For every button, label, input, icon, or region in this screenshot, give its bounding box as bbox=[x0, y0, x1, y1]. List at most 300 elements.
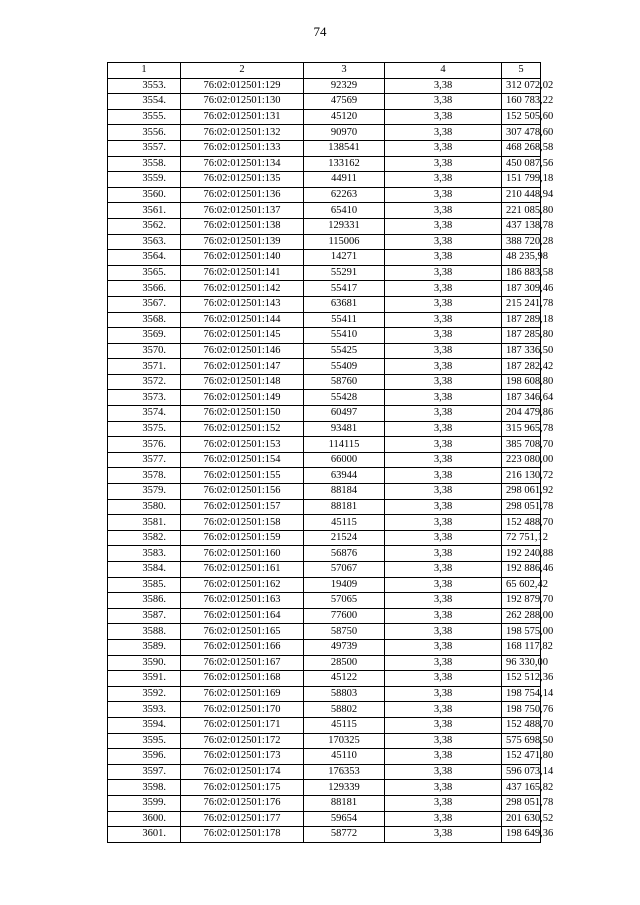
table-row bbox=[108, 717, 541, 733]
column-header-4: 4 bbox=[385, 63, 502, 79]
amount-value: 152 488,70 bbox=[502, 717, 541, 733]
row-number: 3580. bbox=[108, 499, 181, 515]
rate-value: 3,38 bbox=[385, 608, 502, 624]
table-row bbox=[108, 702, 541, 718]
row-number: 3559. bbox=[108, 172, 181, 188]
cadastral-number: 76:02:012501:139 bbox=[181, 234, 304, 250]
table-row bbox=[108, 468, 541, 484]
rate-value: 3,38 bbox=[385, 764, 502, 780]
table-row bbox=[108, 234, 541, 250]
rate-value: 3,38 bbox=[385, 655, 502, 671]
amount-value: 187 336,50 bbox=[502, 343, 541, 359]
cadastral-number: 76:02:012501:144 bbox=[181, 312, 304, 328]
amount-value: 385 708,70 bbox=[502, 437, 541, 453]
table-row bbox=[108, 374, 541, 390]
cadastral-number: 76:02:012501:133 bbox=[181, 140, 304, 156]
area-value: 45122 bbox=[304, 671, 385, 687]
area-value: 77600 bbox=[304, 608, 385, 624]
table-row bbox=[108, 827, 541, 843]
table-row bbox=[108, 109, 541, 125]
row-number: 3560. bbox=[108, 187, 181, 203]
table-row bbox=[108, 187, 541, 203]
row-number: 3599. bbox=[108, 795, 181, 811]
amount-value: 168 117,82 bbox=[502, 639, 541, 655]
amount-value: 198 575,00 bbox=[502, 624, 541, 640]
area-value: 88181 bbox=[304, 795, 385, 811]
area-value: 92329 bbox=[304, 78, 385, 94]
cadastral-number: 76:02:012501:163 bbox=[181, 593, 304, 609]
table-row bbox=[108, 484, 541, 500]
rate-value: 3,38 bbox=[385, 140, 502, 156]
amount-value: 437 165,82 bbox=[502, 780, 541, 796]
table-row bbox=[108, 499, 541, 515]
row-number: 3567. bbox=[108, 296, 181, 312]
rate-value: 3,38 bbox=[385, 343, 502, 359]
table-row bbox=[108, 94, 541, 110]
cadastral-number: 76:02:012501:140 bbox=[181, 250, 304, 266]
cadastral-number: 76:02:012501:154 bbox=[181, 452, 304, 468]
cadastral-number: 76:02:012501:159 bbox=[181, 530, 304, 546]
cadastral-number: 76:02:012501:142 bbox=[181, 281, 304, 297]
cadastral-number: 76:02:012501:148 bbox=[181, 374, 304, 390]
rate-value: 3,38 bbox=[385, 328, 502, 344]
row-number: 3593. bbox=[108, 702, 181, 718]
cadastral-number: 76:02:012501:171 bbox=[181, 717, 304, 733]
amount-value: 575 698,50 bbox=[502, 733, 541, 749]
table-row bbox=[108, 452, 541, 468]
table-row bbox=[108, 764, 541, 780]
amount-value: 187 285,80 bbox=[502, 328, 541, 344]
table-row bbox=[108, 671, 541, 687]
rate-value: 3,38 bbox=[385, 671, 502, 687]
area-value: 55425 bbox=[304, 343, 385, 359]
row-number: 3588. bbox=[108, 624, 181, 640]
rate-value: 3,38 bbox=[385, 515, 502, 531]
area-value: 21524 bbox=[304, 530, 385, 546]
rate-value: 3,38 bbox=[385, 250, 502, 266]
row-number: 3569. bbox=[108, 328, 181, 344]
rate-value: 3,38 bbox=[385, 156, 502, 172]
cadastral-number: 76:02:012501:160 bbox=[181, 546, 304, 562]
cadastral-number: 76:02:012501:178 bbox=[181, 827, 304, 843]
cadastral-number: 76:02:012501:146 bbox=[181, 343, 304, 359]
area-value: 88181 bbox=[304, 499, 385, 515]
row-number: 3574. bbox=[108, 406, 181, 422]
amount-value: 151 799,18 bbox=[502, 172, 541, 188]
row-number: 3568. bbox=[108, 312, 181, 328]
amount-value: 186 883,58 bbox=[502, 265, 541, 281]
amount-value: 298 061,92 bbox=[502, 484, 541, 500]
amount-value: 96 330,00 bbox=[502, 655, 541, 671]
cadastral-number: 76:02:012501:177 bbox=[181, 811, 304, 827]
amount-value: 187 289,18 bbox=[502, 312, 541, 328]
rate-value: 3,38 bbox=[385, 374, 502, 390]
row-number: 3579. bbox=[108, 484, 181, 500]
cadastral-number: 76:02:012501:168 bbox=[181, 671, 304, 687]
amount-value: 315 965,78 bbox=[502, 421, 541, 437]
area-value: 55291 bbox=[304, 265, 385, 281]
area-value: 58803 bbox=[304, 686, 385, 702]
amount-value: 201 630,52 bbox=[502, 811, 541, 827]
cadastral-number: 76:02:012501:167 bbox=[181, 655, 304, 671]
amount-value: 160 783,22 bbox=[502, 94, 541, 110]
rate-value: 3,38 bbox=[385, 749, 502, 765]
amount-value: 210 448,94 bbox=[502, 187, 541, 203]
cadastral-number: 76:02:012501:173 bbox=[181, 749, 304, 765]
cadastral-number: 76:02:012501:131 bbox=[181, 109, 304, 125]
rate-value: 3,38 bbox=[385, 172, 502, 188]
table-row bbox=[108, 140, 541, 156]
rate-value: 3,38 bbox=[385, 265, 502, 281]
row-number: 3575. bbox=[108, 421, 181, 437]
row-number: 3571. bbox=[108, 359, 181, 375]
rate-value: 3,38 bbox=[385, 639, 502, 655]
area-value: 14271 bbox=[304, 250, 385, 266]
cadastral-number: 76:02:012501:134 bbox=[181, 156, 304, 172]
rate-value: 3,38 bbox=[385, 702, 502, 718]
table-row bbox=[108, 437, 541, 453]
area-value: 133162 bbox=[304, 156, 385, 172]
cadastral-number: 76:02:012501:129 bbox=[181, 78, 304, 94]
table-row bbox=[108, 530, 541, 546]
table-row bbox=[108, 733, 541, 749]
row-number: 3576. bbox=[108, 437, 181, 453]
amount-value: 298 051,78 bbox=[502, 499, 541, 515]
row-number: 3570. bbox=[108, 343, 181, 359]
table-row bbox=[108, 593, 541, 609]
amount-value: 152 505,60 bbox=[502, 109, 541, 125]
amount-value: 388 720,28 bbox=[502, 234, 541, 250]
rate-value: 3,38 bbox=[385, 499, 502, 515]
cadastral-number: 76:02:012501:152 bbox=[181, 421, 304, 437]
cadastral-number: 76:02:012501:130 bbox=[181, 94, 304, 110]
rate-value: 3,38 bbox=[385, 437, 502, 453]
row-number: 3583. bbox=[108, 546, 181, 562]
amount-value: 221 085,80 bbox=[502, 203, 541, 219]
amount-value: 187 309,46 bbox=[502, 281, 541, 297]
table-row bbox=[108, 359, 541, 375]
amount-value: 152 488,70 bbox=[502, 515, 541, 531]
amount-value: 223 080,00 bbox=[502, 452, 541, 468]
row-number: 3565. bbox=[108, 265, 181, 281]
table-row bbox=[108, 312, 541, 328]
area-value: 90970 bbox=[304, 125, 385, 141]
rate-value: 3,38 bbox=[385, 780, 502, 796]
area-value: 55410 bbox=[304, 328, 385, 344]
rate-value: 3,38 bbox=[385, 795, 502, 811]
amount-value: 65 602,42 bbox=[502, 577, 541, 593]
amount-value: 48 235,98 bbox=[502, 250, 541, 266]
area-value: 55411 bbox=[304, 312, 385, 328]
row-number: 3564. bbox=[108, 250, 181, 266]
rate-value: 3,38 bbox=[385, 717, 502, 733]
cadastral-number: 76:02:012501:155 bbox=[181, 468, 304, 484]
amount-value: 204 479,86 bbox=[502, 406, 541, 422]
area-value: 62263 bbox=[304, 187, 385, 203]
rate-value: 3,38 bbox=[385, 109, 502, 125]
rate-value: 3,38 bbox=[385, 562, 502, 578]
area-value: 115006 bbox=[304, 234, 385, 250]
table-row bbox=[108, 686, 541, 702]
amount-value: 187 282,42 bbox=[502, 359, 541, 375]
table-row bbox=[108, 562, 541, 578]
table-row bbox=[108, 156, 541, 172]
cadastral-number: 76:02:012501:176 bbox=[181, 795, 304, 811]
area-value: 28500 bbox=[304, 655, 385, 671]
cadastral-number: 76:02:012501:166 bbox=[181, 639, 304, 655]
rate-value: 3,38 bbox=[385, 827, 502, 843]
row-number: 3601. bbox=[108, 827, 181, 843]
area-value: 19409 bbox=[304, 577, 385, 593]
row-number: 3596. bbox=[108, 749, 181, 765]
area-value: 59654 bbox=[304, 811, 385, 827]
area-value: 63944 bbox=[304, 468, 385, 484]
rate-value: 3,38 bbox=[385, 296, 502, 312]
rate-value: 3,38 bbox=[385, 452, 502, 468]
table-row bbox=[108, 125, 541, 141]
area-value: 49739 bbox=[304, 639, 385, 655]
amount-value: 298 051,78 bbox=[502, 795, 541, 811]
rate-value: 3,38 bbox=[385, 312, 502, 328]
column-header-5: 5 bbox=[502, 63, 541, 79]
amount-value: 192 886,46 bbox=[502, 562, 541, 578]
row-number: 3557. bbox=[108, 140, 181, 156]
amount-value: 187 346,64 bbox=[502, 390, 541, 406]
row-number: 3562. bbox=[108, 218, 181, 234]
row-number: 3590. bbox=[108, 655, 181, 671]
area-value: 88184 bbox=[304, 484, 385, 500]
amount-value: 198 608,80 bbox=[502, 374, 541, 390]
rate-value: 3,38 bbox=[385, 78, 502, 94]
header-row bbox=[108, 63, 541, 79]
area-value: 55409 bbox=[304, 359, 385, 375]
rate-value: 3,38 bbox=[385, 484, 502, 500]
area-value: 55428 bbox=[304, 390, 385, 406]
row-number: 3554. bbox=[108, 94, 181, 110]
area-value: 55417 bbox=[304, 281, 385, 297]
table-row bbox=[108, 203, 541, 219]
amount-value: 450 087,56 bbox=[502, 156, 541, 172]
row-number: 3566. bbox=[108, 281, 181, 297]
amount-value: 596 073,14 bbox=[502, 764, 541, 780]
row-number: 3600. bbox=[108, 811, 181, 827]
area-value: 66000 bbox=[304, 452, 385, 468]
area-value: 65410 bbox=[304, 203, 385, 219]
cadastral-number: 76:02:012501:150 bbox=[181, 406, 304, 422]
rate-value: 3,38 bbox=[385, 733, 502, 749]
amount-value: 192 879,70 bbox=[502, 593, 541, 609]
cadastral-number: 76:02:012501:143 bbox=[181, 296, 304, 312]
area-value: 58772 bbox=[304, 827, 385, 843]
row-number: 3585. bbox=[108, 577, 181, 593]
table-body bbox=[108, 78, 554, 842]
rate-value: 3,38 bbox=[385, 577, 502, 593]
rate-value: 3,38 bbox=[385, 218, 502, 234]
area-value: 60497 bbox=[304, 406, 385, 422]
rate-value: 3,38 bbox=[385, 811, 502, 827]
table-row bbox=[108, 78, 541, 94]
area-value: 57065 bbox=[304, 593, 385, 609]
row-number: 3563. bbox=[108, 234, 181, 250]
rate-value: 3,38 bbox=[385, 234, 502, 250]
area-value: 176353 bbox=[304, 764, 385, 780]
amount-value: 307 478,60 bbox=[502, 125, 541, 141]
amount-value: 192 240,88 bbox=[502, 546, 541, 562]
column-header-1: 1 bbox=[108, 63, 181, 79]
rate-value: 3,38 bbox=[385, 390, 502, 406]
area-value: 45110 bbox=[304, 749, 385, 765]
table-row bbox=[108, 281, 541, 297]
area-value: 114115 bbox=[304, 437, 385, 453]
cadastral-number: 76:02:012501:147 bbox=[181, 359, 304, 375]
area-value: 47569 bbox=[304, 94, 385, 110]
table-row bbox=[108, 421, 541, 437]
cadastral-number: 76:02:012501:172 bbox=[181, 733, 304, 749]
area-value: 170325 bbox=[304, 733, 385, 749]
row-number: 3584. bbox=[108, 562, 181, 578]
amount-value: 216 130,72 bbox=[502, 468, 541, 484]
table-row bbox=[108, 343, 541, 359]
rate-value: 3,38 bbox=[385, 94, 502, 110]
rate-value: 3,38 bbox=[385, 686, 502, 702]
table-row bbox=[108, 608, 541, 624]
row-number: 3578. bbox=[108, 468, 181, 484]
row-number: 3561. bbox=[108, 203, 181, 219]
rate-value: 3,38 bbox=[385, 421, 502, 437]
table-row bbox=[108, 328, 541, 344]
cadastral-number: 76:02:012501:156 bbox=[181, 484, 304, 500]
table-row bbox=[108, 515, 541, 531]
data-table bbox=[107, 62, 554, 843]
row-number: 3573. bbox=[108, 390, 181, 406]
table-row bbox=[108, 577, 541, 593]
row-number: 3598. bbox=[108, 780, 181, 796]
amount-value: 312 072,02 bbox=[502, 78, 541, 94]
row-number: 3595. bbox=[108, 733, 181, 749]
cadastral-number: 76:02:012501:170 bbox=[181, 702, 304, 718]
table-row bbox=[108, 546, 541, 562]
rate-value: 3,38 bbox=[385, 187, 502, 203]
row-number: 3558. bbox=[108, 156, 181, 172]
area-value: 56876 bbox=[304, 546, 385, 562]
table-row bbox=[108, 655, 541, 671]
area-value: 58750 bbox=[304, 624, 385, 640]
cadastral-number: 76:02:012501:137 bbox=[181, 203, 304, 219]
row-number: 3597. bbox=[108, 764, 181, 780]
amount-value: 215 241,78 bbox=[502, 296, 541, 312]
row-number: 3572. bbox=[108, 374, 181, 390]
row-number: 3556. bbox=[108, 125, 181, 141]
row-number: 3577. bbox=[108, 452, 181, 468]
cadastral-number: 76:02:012501:162 bbox=[181, 577, 304, 593]
table-row bbox=[108, 406, 541, 422]
amount-value: 72 751,12 bbox=[502, 530, 541, 546]
table-row bbox=[108, 250, 541, 266]
cadastral-number: 76:02:012501:132 bbox=[181, 125, 304, 141]
area-value: 45115 bbox=[304, 515, 385, 531]
cadastral-number: 76:02:012501:153 bbox=[181, 437, 304, 453]
amount-value: 152 471,80 bbox=[502, 749, 541, 765]
rate-value: 3,38 bbox=[385, 281, 502, 297]
row-number: 3591. bbox=[108, 671, 181, 687]
area-value: 93481 bbox=[304, 421, 385, 437]
row-number: 3589. bbox=[108, 639, 181, 655]
table-row bbox=[108, 624, 541, 640]
cadastral-number: 76:02:012501:174 bbox=[181, 764, 304, 780]
rate-value: 3,38 bbox=[385, 593, 502, 609]
area-value: 63681 bbox=[304, 296, 385, 312]
table-row bbox=[108, 390, 541, 406]
rate-value: 3,38 bbox=[385, 406, 502, 422]
row-number: 3581. bbox=[108, 515, 181, 531]
cadastral-number: 76:02:012501:165 bbox=[181, 624, 304, 640]
rate-value: 3,38 bbox=[385, 203, 502, 219]
area-value: 57067 bbox=[304, 562, 385, 578]
row-number: 3555. bbox=[108, 109, 181, 125]
cadastral-number: 76:02:012501:135 bbox=[181, 172, 304, 188]
column-header-2: 2 bbox=[181, 63, 304, 79]
cadastral-number: 76:02:012501:164 bbox=[181, 608, 304, 624]
cadastral-number: 76:02:012501:149 bbox=[181, 390, 304, 406]
rate-value: 3,38 bbox=[385, 546, 502, 562]
table-row bbox=[108, 795, 541, 811]
area-value: 58802 bbox=[304, 702, 385, 718]
cadastral-number: 76:02:012501:141 bbox=[181, 265, 304, 281]
table-row bbox=[108, 172, 541, 188]
table-row bbox=[108, 749, 541, 765]
rate-value: 3,38 bbox=[385, 359, 502, 375]
amount-value: 152 512,36 bbox=[502, 671, 541, 687]
cadastral-number: 76:02:012501:175 bbox=[181, 780, 304, 796]
table-row bbox=[108, 218, 541, 234]
row-number: 3594. bbox=[108, 717, 181, 733]
area-value: 129331 bbox=[304, 218, 385, 234]
row-number: 3587. bbox=[108, 608, 181, 624]
amount-value: 198 649,36 bbox=[502, 827, 541, 843]
amount-value: 437 138,78 bbox=[502, 218, 541, 234]
rate-value: 3,38 bbox=[385, 468, 502, 484]
cadastral-number: 76:02:012501:138 bbox=[181, 218, 304, 234]
cadastral-number: 76:02:012501:136 bbox=[181, 187, 304, 203]
rate-value: 3,38 bbox=[385, 530, 502, 546]
amount-value: 198 754,14 bbox=[502, 686, 541, 702]
cadastral-number: 76:02:012501:169 bbox=[181, 686, 304, 702]
amount-value: 198 750,76 bbox=[502, 702, 541, 718]
table-row bbox=[108, 296, 541, 312]
cadastral-number: 76:02:012501:145 bbox=[181, 328, 304, 344]
area-value: 138541 bbox=[304, 140, 385, 156]
cadastral-number: 76:02:012501:158 bbox=[181, 515, 304, 531]
amount-value: 468 268,58 bbox=[502, 140, 541, 156]
page-number: 74 bbox=[313, 24, 327, 39]
row-number: 3586. bbox=[108, 593, 181, 609]
rate-value: 3,38 bbox=[385, 125, 502, 141]
table-row bbox=[108, 811, 541, 827]
row-number: 3582. bbox=[108, 530, 181, 546]
row-number: 3553. bbox=[108, 78, 181, 94]
cadastral-number: 76:02:012501:157 bbox=[181, 499, 304, 515]
area-value: 45120 bbox=[304, 109, 385, 125]
cadastral-number: 76:02:012501:161 bbox=[181, 562, 304, 578]
table-row bbox=[108, 265, 541, 281]
table-row bbox=[108, 639, 541, 655]
area-value: 45115 bbox=[304, 717, 385, 733]
row-number: 3592. bbox=[108, 686, 181, 702]
area-value: 129339 bbox=[304, 780, 385, 796]
amount-value: 262 288,00 bbox=[502, 608, 541, 624]
table-header bbox=[108, 63, 541, 79]
rate-value: 3,38 bbox=[385, 624, 502, 640]
